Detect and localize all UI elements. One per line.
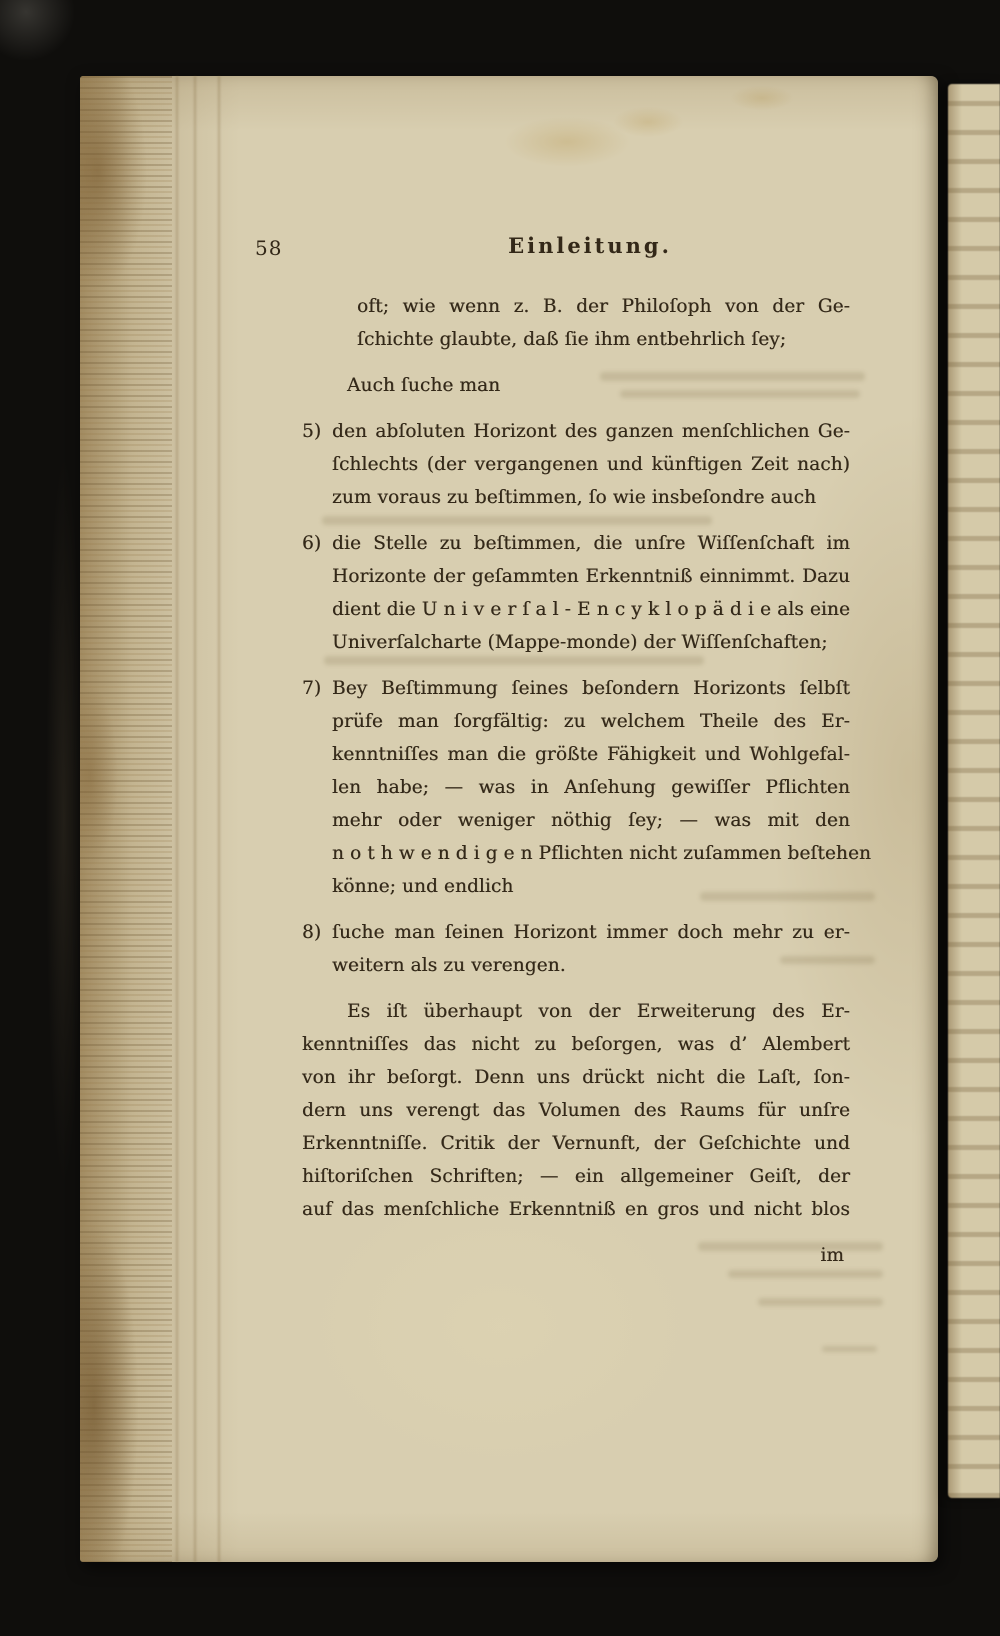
running-header: Einleitung. [508, 233, 672, 258]
text-line: von ihr beſorgt. Denn uns drückt nicht die Laſt, ſon- [302, 1067, 850, 1088]
page-crease [176, 76, 178, 1562]
text-line: Horizonte der geſammten Erkenntniß einnimmt. Dazu [332, 566, 850, 587]
text-line: auf das menſchliche Erkenntniß en gros und nicht blos [302, 1199, 850, 1220]
paragraph [302, 995, 850, 1226]
next-page-edge [948, 84, 1000, 1498]
text-line: zum voraus zu beſtimmen, ſo wie insbeſondre auch [332, 487, 817, 508]
text-line: len habe; — was in Anſehung gewiſſer Pflichten [332, 777, 850, 798]
text-line: den abſoluten Horizont des ganzen menſchlichen Ge- [332, 421, 850, 442]
text-line: mehr oder weniger nöthig ſey; — was mit den [332, 810, 850, 831]
text-line: dient die U n i v e r ſ a l - E n c y k l o p ä d i e als eine [332, 599, 850, 620]
text-line: Bey Beſtimmung ſeines beſondern Horizonts ſelbſt [332, 678, 850, 699]
ink-bleed-smudge [758, 1298, 883, 1306]
text-line: weitern als zu verengen. [332, 955, 566, 976]
text-line: hiſtoriſchen Schriften; — ein allgemeiner Geiſt, der [302, 1166, 850, 1187]
text-line: kenntniſſes man die größte Fähigkeit und Wohlgefal- [332, 744, 850, 765]
binding-edge [80, 76, 172, 1562]
numbered-item [302, 916, 850, 982]
text-body [302, 290, 872, 1272]
text-line: Univerſalcharte (Mappe-monde) der Wiſſenſchaften; [332, 632, 828, 653]
catchword: im [820, 1245, 844, 1266]
text-line: dern uns verengt das Volumen des Raums für unſre [302, 1100, 850, 1121]
text-line: die Stelle zu beſtimmen, die unſre Wiſſenſchaft im [332, 533, 850, 554]
text-line: oft; wie wenn z. B. der Philoſoph von der Ge- [357, 296, 850, 317]
text-line: Es iſt überhaupt von der Erweiterung des Er- [347, 1001, 850, 1022]
text-line: Erkenntniſſe. Critik der Vernunft, der Geſchichte und [302, 1133, 850, 1154]
numbered-item [302, 527, 850, 659]
page-number: 58 [255, 236, 283, 260]
item-number: 7) [302, 678, 322, 699]
item-number: 8) [302, 922, 322, 943]
book-page [80, 76, 938, 1562]
item-number: 6) [302, 533, 322, 554]
ink-bleed-smudge [822, 1346, 877, 1352]
text-line: prüfe man ſorgfältig: zu welchem Theile des Er- [332, 711, 850, 732]
paragraph-list [302, 290, 872, 1226]
text-line: ſchichte glaubte, daß ſie ihm entbehrlich ſey; [357, 329, 787, 350]
text-line: kenntniſſes das nicht zu beſorgen, was d’ Alembert [302, 1034, 850, 1055]
page-crease [218, 76, 220, 1562]
text-line: ſchlechts (der vergangenen und künftigen Zeit nach) [332, 454, 850, 475]
item-number: 5) [302, 421, 322, 442]
text-line: n o t h w e n d i g e n Pflichten nicht zuſammen beſtehen [332, 843, 872, 864]
numbered-item [302, 672, 872, 903]
paragraph [302, 369, 850, 402]
text-line: Auch ſuche man [347, 375, 501, 396]
text-line: könne; und endlich [332, 876, 514, 897]
text-line: ſuche man ſeinen Horizont immer doch mehr zu er- [332, 922, 850, 943]
page-crease [194, 76, 196, 1562]
numbered-item [302, 415, 850, 514]
paragraph [302, 290, 850, 356]
